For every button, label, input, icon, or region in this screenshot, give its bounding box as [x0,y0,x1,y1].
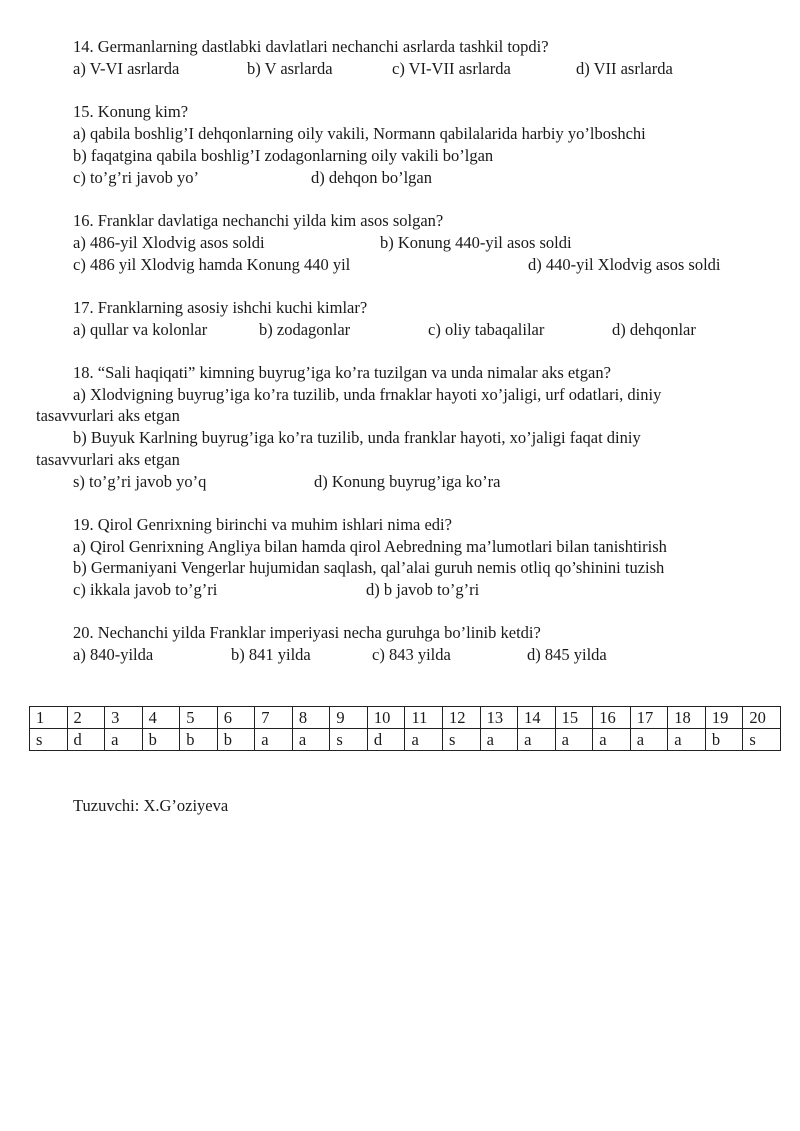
answer-key-answer: a [255,729,293,751]
question-16-option-d: d) 440-yil Xlodvig asos soldi [528,255,721,274]
answer-key-answer: a [518,729,556,751]
question-15-option-d: d) dehqon bo’lgan [311,168,432,187]
answer-key-number: 11 [405,707,443,729]
question-15-option-a: a) qabila boshlig’I dehqonlarning oily vakili, Normann qabilalarida harbiy yo’lboshchi [73,124,646,143]
question-18-text: 18. “Sali haqiqati” kimning buyrug’iga ko’ra tuzilgan va unda nimalar aks etgan? [73,363,611,382]
answer-key-number: 15 [555,707,593,729]
answer-key-answer: a [630,729,668,751]
answer-key-number: 7 [255,707,293,729]
question-20-option-a: a) 840-yilda [73,645,154,664]
question-18-option-b: b) Buyuk Karlning buyrug’iga ko’ra tuzilib, unda franklar hayoti, xo’jaligi faqat diniy [73,428,641,447]
question-19-option-a: a) Qirol Genrixning Angliya bilan hamda qirol Aebredning ma’lumotlari bilan tanishtirish [73,537,667,556]
question-20-text: 20. Nechanchi yilda Franklar imperiyasi necha guruhga bo’linib ketdi? [73,623,541,642]
question-19-option-b: b) Germaniyani Vengerlar hujumidan saqlash, qal’alai guruh nemis otliq qo’shinini tuzish [73,558,665,577]
answer-key-answer: d [367,729,405,751]
question-17-option-b: b) zodagonlar [259,320,351,339]
answer-key-answer: b [180,729,218,751]
question-17-option-c: c) oliy tabaqalilar [428,320,545,339]
question-17-option-a: a) qullar va kolonlar [73,320,208,339]
question-18-option-a: a) Xlodvigning buyrug’iga ko’ra tuzilib, unda frnaklar hayoti xo’jaligi, urf odatlari, diniy [73,385,662,404]
answer-key-answer: a [480,729,518,751]
question-14-option-c: c) VI-VII asrlarda [392,59,511,78]
question-15-option-b: b) faqatgina qabila boshlig’I zodagonlarning oily vakili bo’lgan [73,146,494,165]
question-17-option-d: d) dehqonlar [612,320,696,339]
question-19-option-d: d) b javob to’g’ri [366,580,480,599]
answer-key-answer: d [67,729,105,751]
answer-key-number: 10 [367,707,405,729]
answer-key-answer: a [105,729,143,751]
question-20-option-b: b) 841 yilda [231,645,311,664]
question-14-option-d: d) VII asrlarda [576,59,673,78]
question-18-option-a-continued: tasavvurlari aks etgan [36,406,180,425]
answer-key-number: 8 [292,707,330,729]
answer-key-answer: s [30,729,68,751]
answer-key-number: 19 [705,707,743,729]
question-16-option-a: a) 486-yil Xlodvig asos soldi [73,233,265,252]
answer-key-number: 1 [30,707,68,729]
answer-key-answer: a [593,729,631,751]
answer-key-number: 13 [480,707,518,729]
answer-key-answer: s [743,729,781,751]
question-14-text: 14. Germanlarning dastlabki davlatlari nechanchi asrlarda tashkil topdi? [73,37,549,56]
question-19-option-c: c) ikkala javob to’g’ri [73,580,218,599]
question-16-option-c: c) 486 yil Xlodvig hamda Konung 440 yil [73,255,351,274]
answer-key-number: 2 [67,707,105,729]
answer-key-number: 6 [217,707,255,729]
question-14-option-b: b) V asrlarda [247,59,333,78]
answer-key-table [29,706,781,751]
question-19-text: 19. Qirol Genrixning birinchi va muhim ishlari nima edi? [73,515,452,534]
question-18-option-b-continued: tasavvurlari aks etgan [36,450,180,469]
answer-key-number: 17 [630,707,668,729]
answer-key-number: 5 [180,707,218,729]
answer-key-answers-row [30,729,781,751]
answer-key-number: 3 [105,707,143,729]
answer-key-answer: a [405,729,443,751]
answer-key-number: 18 [668,707,706,729]
answer-key-number: 14 [518,707,556,729]
question-20-option-c: c) 843 yilda [372,645,451,664]
answer-key-number: 4 [142,707,180,729]
answer-key-number: 9 [330,707,368,729]
question-18-option-d: d) Konung buyrug’iga ko’ra [314,472,501,491]
answer-key-answer: a [292,729,330,751]
answer-key-answer: b [217,729,255,751]
question-18-option-s: s) to’g’ri javob yo’q [73,472,207,491]
answer-key-answer: b [142,729,180,751]
answer-key-numbers-row [30,707,781,729]
answer-key-answer: s [330,729,368,751]
answer-key-number: 20 [743,707,781,729]
question-17-text: 17. Franklarning asosiy ishchi kuchi kimlar? [73,298,368,317]
question-14-option-a: a) V-VI asrlarda [73,59,180,78]
question-16-option-b: b) Konung 440-yil asos soldi [380,233,572,252]
answer-key-answer: b [705,729,743,751]
question-15-text: 15. Konung kim? [73,102,189,121]
answer-key-answer: s [443,729,481,751]
answer-key-number: 12 [443,707,481,729]
answer-key-answer: a [555,729,593,751]
author-line: Tuzuvchi: X.G’oziyeva [73,796,229,815]
answer-key-number: 16 [593,707,631,729]
question-16-text: 16. Franklar davlatiga nechanchi yilda kim asos solgan? [73,211,444,230]
question-15-option-c: c) to’g’ri javob yo’ [73,168,199,187]
question-20-option-d: d) 845 yilda [527,645,607,664]
answer-key-answer: a [668,729,706,751]
